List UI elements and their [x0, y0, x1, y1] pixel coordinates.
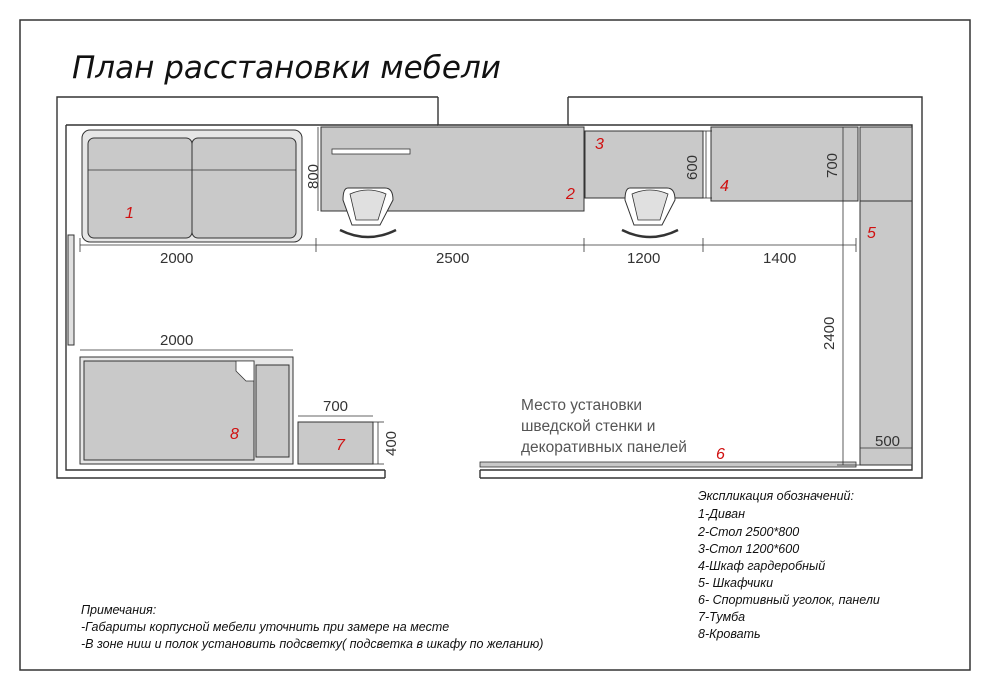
- legend: [697, 489, 880, 641]
- place-text-line1: Место установки: [521, 397, 643, 414]
- sofa: [82, 130, 302, 242]
- legend-item: 4-Шкаф гардеробный: [698, 559, 826, 573]
- dim-nightstand-width: 700: [323, 398, 349, 415]
- legend-title: Экспликация обозначений:: [698, 489, 854, 503]
- legend-item: 7-Тумба: [698, 610, 746, 624]
- cabinets: [860, 127, 912, 465]
- marker-3: 3: [595, 136, 604, 153]
- place-text-line2: шведской стенки и: [521, 418, 656, 435]
- dim-table-width: 1200: [627, 250, 661, 267]
- marker-8: 8: [230, 426, 239, 443]
- dim-wardrobe-depth: 700: [824, 152, 841, 178]
- dim-bed-length: 2000: [160, 332, 194, 349]
- legend-item: 3-Стол 1200*600: [698, 542, 800, 556]
- dim-cabinets-depth: 500: [875, 433, 901, 450]
- legend-item: 2-Стол 2500*800: [698, 525, 800, 539]
- plan-title: План расстановки мебели: [72, 50, 501, 86]
- dim-wardrobe-width: 1400: [763, 250, 797, 267]
- notes-title: Примечания:: [81, 603, 157, 617]
- marker-4: 4: [720, 178, 729, 195]
- marker-2: 2: [566, 186, 575, 203]
- notes-line: -Габариты корпусной мебели уточнить при замере на месте: [81, 620, 450, 634]
- legend-item: 1-Диван: [698, 507, 745, 521]
- dim-table-depth: 600: [684, 154, 701, 180]
- marker-1: 1: [125, 205, 134, 222]
- legend-item: 5- Шкафчики: [698, 576, 774, 590]
- notes-line: -В зоне ниш и полок установить подсветку( подсветка в шкафу по желанию): [81, 637, 544, 651]
- left-wall-panel: [68, 235, 74, 345]
- dim-sofa-width: 2000: [160, 250, 194, 267]
- dim-nightstand-depth: 400: [383, 430, 400, 456]
- place-text-line3: декоративных панелей: [521, 439, 687, 456]
- dim-cabinets-length: 2400: [821, 316, 838, 350]
- dim-desk-width: 2500: [436, 250, 470, 267]
- marker-5: 5: [867, 225, 876, 242]
- sports-corner-panels: [480, 462, 856, 467]
- chair-icon: [340, 188, 396, 237]
- bed: [80, 357, 293, 464]
- legend-item: 6- Спортивный уголок, панели: [698, 593, 880, 607]
- chair-icon: [622, 188, 678, 237]
- legend-item: 8-Кровать: [698, 627, 761, 641]
- notes: [81, 603, 543, 651]
- marker-6: 6: [716, 446, 725, 463]
- dim-desk-depth: 800: [305, 163, 322, 189]
- marker-7: 7: [336, 437, 345, 454]
